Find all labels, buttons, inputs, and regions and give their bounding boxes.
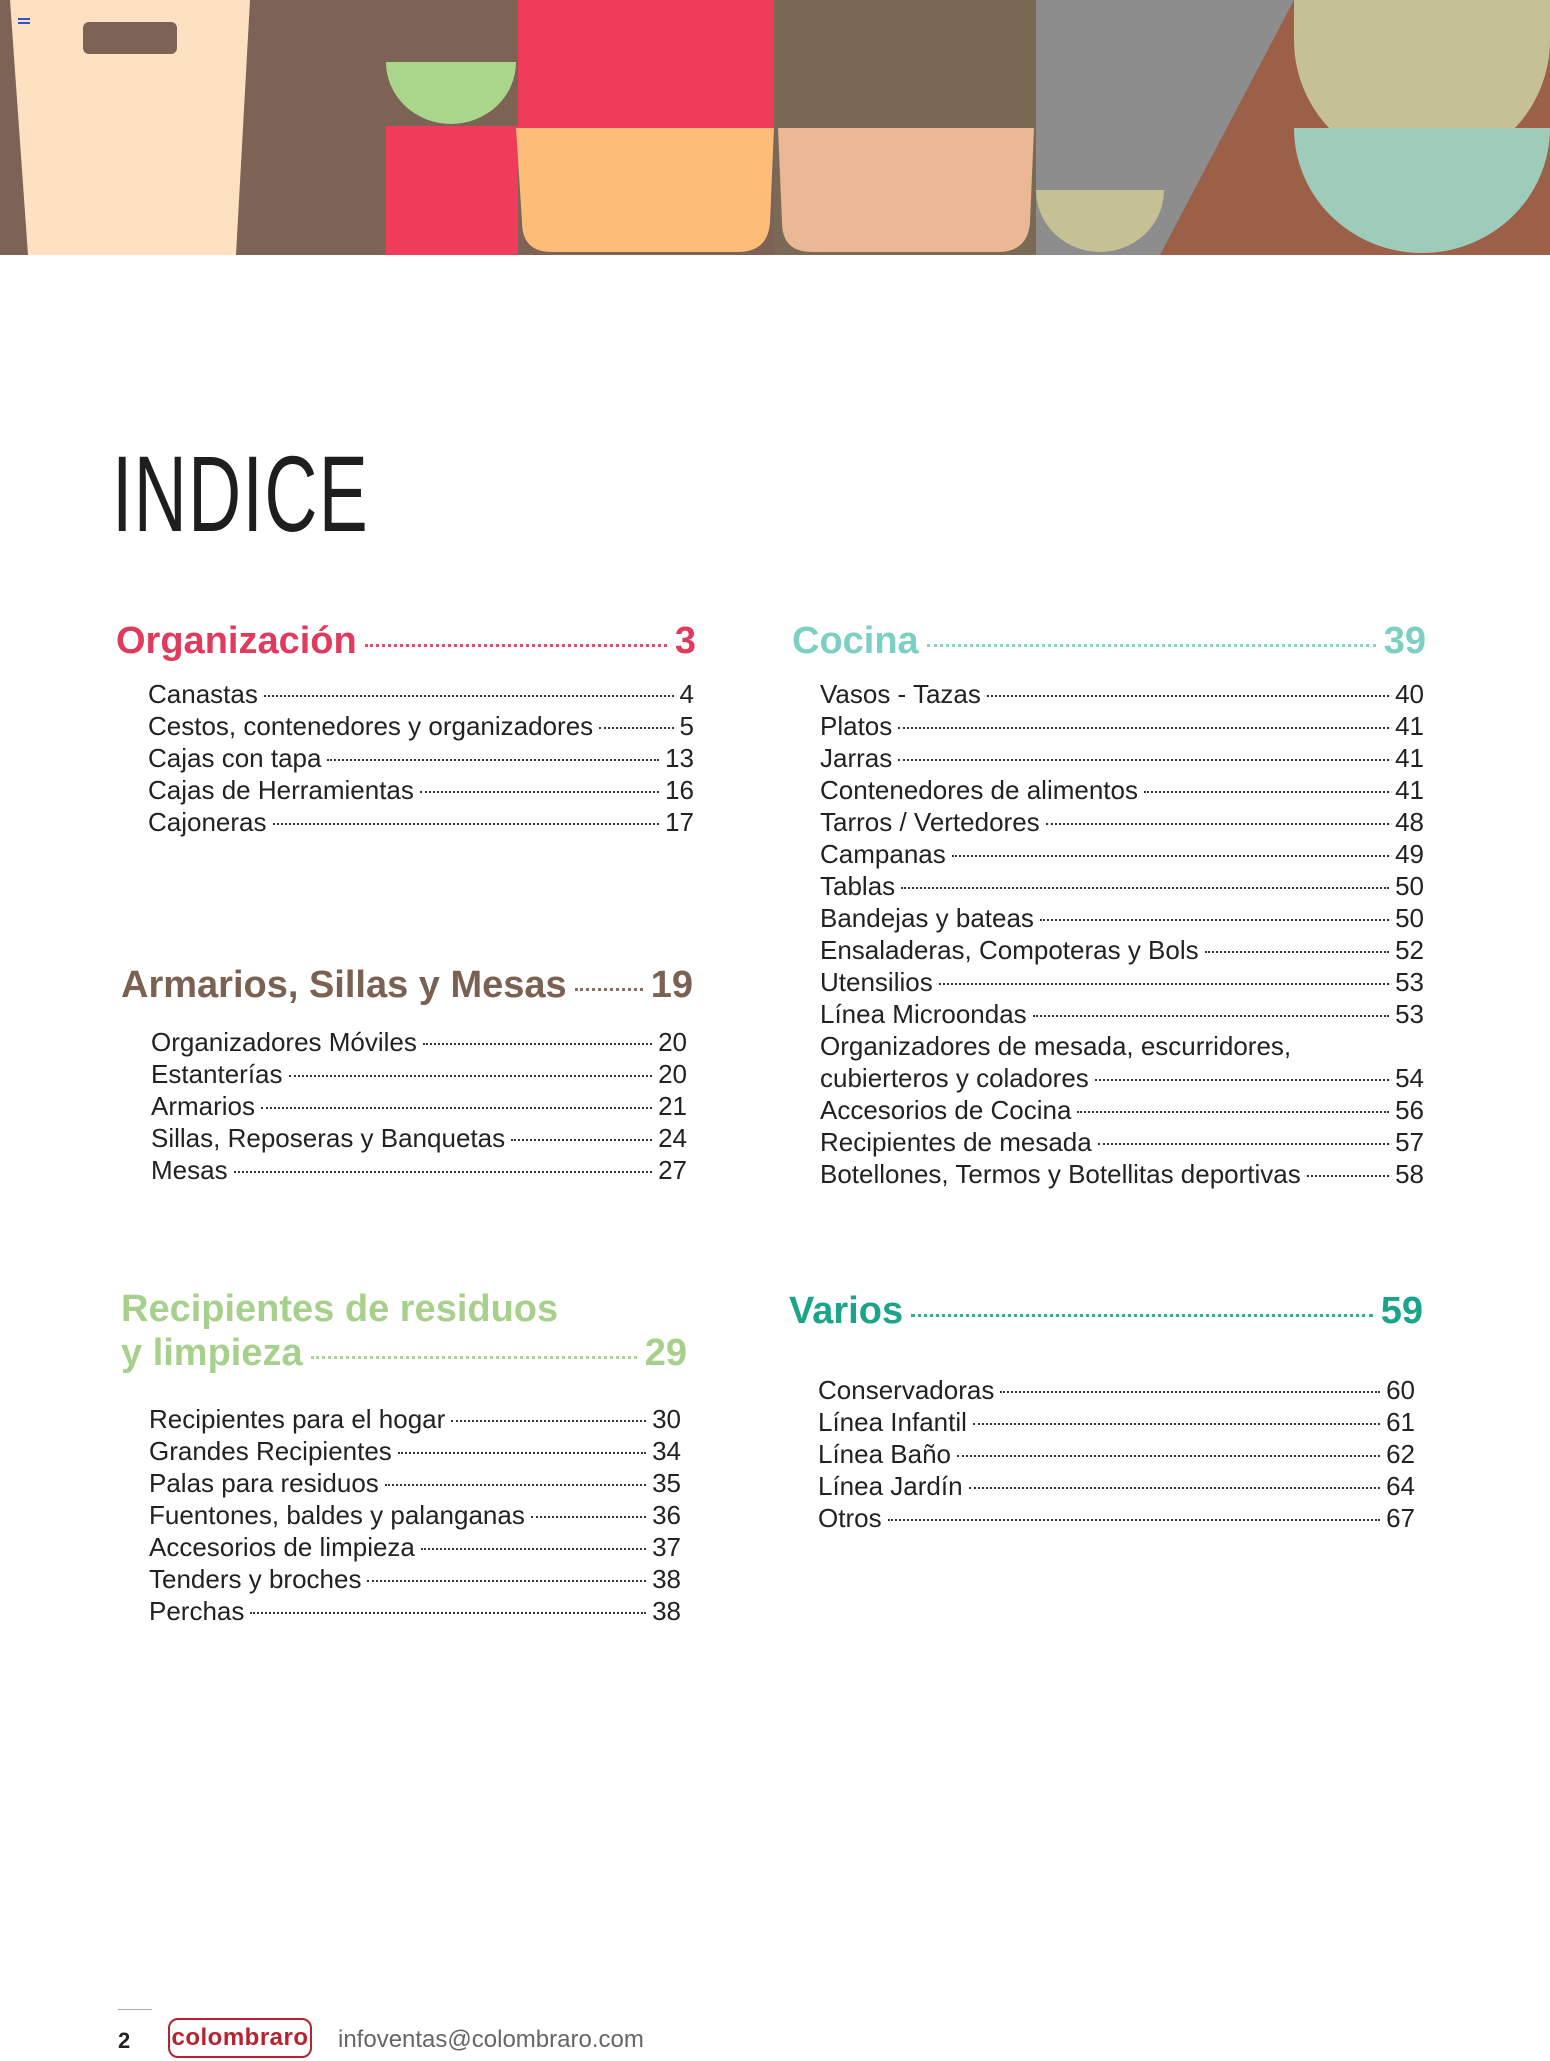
toc-entry[interactable] (820, 902, 1424, 934)
banner-illustration (0, 0, 1550, 255)
leader-dots (531, 1516, 646, 1518)
entry-page: 61 (1386, 1406, 1415, 1437)
toc-entry[interactable] (820, 1094, 1424, 1126)
entry-label: Recipientes de mesada (820, 1126, 1092, 1157)
section-page: 29 (644, 1331, 687, 1374)
entry-page: 53 (1395, 998, 1424, 1029)
toc-entry[interactable] (820, 1158, 1424, 1190)
toc-entry[interactable] (151, 1026, 687, 1058)
toc-entry[interactable] (151, 1122, 687, 1154)
entry-page: 48 (1395, 806, 1424, 837)
entry-label: Tablas (820, 870, 896, 901)
entry-label: Cajas de Herramientas (148, 774, 414, 805)
entry-label: Organizadores de mesada, escurridores, (820, 1030, 1292, 1061)
toc-entry[interactable] (820, 934, 1424, 966)
leader-dots (1077, 1111, 1389, 1113)
leader-dots (1205, 951, 1389, 953)
leader-dots (423, 1043, 652, 1045)
entry-label: Campanas (820, 838, 946, 869)
entry-page: 38 (652, 1596, 681, 1627)
section-heading-line1[interactable] (121, 1288, 687, 1332)
leader-dots (987, 695, 1389, 697)
leader-dots (1098, 1143, 1389, 1145)
toc-entry[interactable] (151, 1090, 687, 1122)
leader-dots (969, 1487, 1381, 1489)
leader-dots (250, 1612, 646, 1614)
entry-page: 60 (1386, 1374, 1415, 1405)
entry-label: Tarros / Vertedores (820, 806, 1040, 837)
leader-dots (367, 1580, 646, 1582)
entry-label: Línea Infantil (818, 1406, 967, 1437)
entry-page: 24 (658, 1122, 687, 1153)
logo-text: colombraro (171, 2024, 309, 2051)
entry-page: 53 (1395, 966, 1424, 997)
entry-list (818, 1374, 1415, 1534)
entry-page: 5 (679, 710, 694, 741)
entry-label: Cajoneras (148, 806, 267, 837)
toc-entry[interactable] (820, 838, 1424, 870)
leader-dots (888, 1519, 1381, 1521)
entry-page: 50 (1395, 902, 1424, 933)
toc-entry[interactable] (148, 742, 694, 774)
toc-entry[interactable] (149, 1467, 681, 1499)
leader-dots (264, 695, 674, 697)
leader-dots (511, 1139, 652, 1141)
leader-dots (1033, 1015, 1389, 1017)
leader-dots (327, 759, 659, 761)
entry-label: Platos (820, 710, 893, 741)
toc-entry[interactable] (149, 1435, 681, 1467)
leader-dots (273, 823, 660, 825)
leader-dots (927, 644, 1376, 647)
leader-dots (1046, 823, 1389, 825)
leader-dots (1095, 1079, 1389, 1081)
toc-entry[interactable] (818, 1502, 1415, 1534)
toc-entry[interactable] (818, 1374, 1415, 1406)
toc-entry[interactable] (818, 1406, 1415, 1438)
toc-entry[interactable] (149, 1403, 681, 1435)
leader-dots (451, 1420, 646, 1422)
leader-dots (939, 983, 1389, 985)
entry-label: Línea Baño (818, 1438, 952, 1469)
toc-entry-wrapped[interactable] (820, 1030, 1424, 1062)
entry-page: 57 (1395, 1126, 1424, 1157)
entry-label: Línea Microondas (820, 998, 1027, 1029)
footer-divider (118, 2009, 152, 2010)
entry-label: Otros (818, 1502, 882, 1533)
entry-page: 37 (652, 1532, 681, 1563)
leader-dots (898, 759, 1389, 761)
leader-dots (421, 1548, 646, 1550)
toc-entry[interactable] (148, 774, 694, 806)
entry-label: Palas para residuos (149, 1468, 379, 1499)
leader-dots (1040, 919, 1389, 921)
section-title: Armarios, Sillas y Mesas (121, 964, 567, 1006)
entry-page: 54 (1395, 1062, 1424, 1093)
entry-page: 4 (679, 678, 694, 709)
entry-list (148, 678, 694, 838)
leader-dots (911, 1314, 1373, 1317)
section-page: 19 (650, 964, 693, 1006)
toc-entry[interactable] (818, 1438, 1415, 1470)
leader-dots (1144, 791, 1389, 793)
section-heading[interactable] (789, 1290, 1423, 1334)
toc-entry[interactable] (149, 1499, 681, 1531)
leader-dots (1000, 1391, 1380, 1393)
section-title: Varios (789, 1290, 904, 1332)
entry-label: Canastas (148, 678, 258, 709)
toc-entry[interactable] (151, 1058, 687, 1090)
entry-label: Conservadoras (818, 1374, 995, 1405)
entry-label: Cajas con tapa (148, 742, 322, 773)
section-title: Cocina (792, 620, 919, 662)
entry-label: Jarras (820, 742, 893, 773)
entry-label: Botellones, Termos y Botellitas deportivas (820, 1158, 1301, 1189)
entry-page: 20 (658, 1058, 687, 1089)
page-title: INDICE (112, 433, 370, 554)
entry-page: 41 (1395, 774, 1424, 805)
entry-page: 52 (1395, 934, 1424, 965)
leader-dots (385, 1484, 646, 1486)
entry-page: 35 (652, 1468, 681, 1499)
entry-list (820, 678, 1424, 1190)
brand-logo (168, 2018, 312, 2058)
toc-entry[interactable] (820, 870, 1424, 902)
toc-entry[interactable] (820, 998, 1424, 1030)
entry-page: 56 (1395, 1094, 1424, 1125)
leader-dots (289, 1075, 653, 1077)
entry-page: 20 (658, 1026, 687, 1057)
entry-page: 34 (652, 1436, 681, 1467)
toc-entry[interactable] (820, 1062, 1424, 1094)
entry-page: 27 (658, 1154, 687, 1185)
entry-label: Cestos, contenedores y organizadores (148, 710, 594, 741)
toc-entry[interactable] (149, 1595, 681, 1627)
section-organizacion (116, 620, 696, 838)
section-title: Recipientes de residuos (121, 1288, 559, 1330)
entry-page: 58 (1395, 1158, 1424, 1189)
section-page: 59 (1380, 1290, 1423, 1332)
menu-icon[interactable] (18, 18, 30, 28)
section-heading[interactable] (121, 964, 693, 1008)
leader-dots (311, 1356, 637, 1359)
leader-dots (1307, 1175, 1389, 1177)
leader-dots (575, 988, 643, 991)
section-title: Organización (116, 620, 357, 662)
toc-entry[interactable] (820, 678, 1424, 710)
entry-page: 13 (665, 742, 694, 773)
toc-entry[interactable] (820, 966, 1424, 998)
entry-label: Tenders y broches (149, 1564, 362, 1595)
leader-dots (901, 887, 1389, 889)
entry-page: 67 (1386, 1502, 1415, 1533)
entry-page: 36 (652, 1500, 681, 1531)
toc-entry[interactable] (820, 710, 1424, 742)
leader-dots (973, 1423, 1380, 1425)
section-varios (789, 1290, 1423, 1534)
entry-label: Armarios (151, 1090, 256, 1121)
section-heading[interactable] (792, 620, 1426, 664)
entry-label: Línea Jardín (818, 1470, 963, 1501)
entry-label: Utensilios (820, 966, 933, 997)
entry-page: 41 (1395, 710, 1424, 741)
entry-page: 50 (1395, 870, 1424, 901)
toc-entry[interactable] (820, 806, 1424, 838)
toc-entry[interactable] (818, 1470, 1415, 1502)
entry-label: Vasos - Tazas (820, 678, 981, 709)
entry-list (151, 1026, 687, 1186)
toc-entry[interactable] (149, 1531, 681, 1563)
leader-dots (898, 727, 1389, 729)
section-heading[interactable] (116, 620, 696, 664)
toc-entry[interactable] (149, 1563, 681, 1595)
section-title-continued: y limpieza (121, 1331, 303, 1374)
entry-page: 64 (1386, 1470, 1415, 1501)
leader-dots (398, 1452, 646, 1454)
entry-label: Fuentones, baldes y palanganas (149, 1500, 525, 1531)
entry-page: 38 (652, 1564, 681, 1595)
entry-label: Mesas (151, 1154, 228, 1185)
entry-label: Estanterías (151, 1058, 283, 1089)
entry-label: Organizadores Móviles (151, 1026, 417, 1057)
section-page: 39 (1383, 620, 1426, 662)
section-residuos (121, 1288, 687, 1627)
section-heading-line2[interactable] (121, 1332, 687, 1376)
entry-label: Accesorios de limpieza (149, 1532, 415, 1563)
entry-page: 49 (1395, 838, 1424, 869)
toc-entry[interactable] (820, 1126, 1424, 1158)
entry-page: 21 (658, 1090, 687, 1121)
entry-page: 62 (1386, 1438, 1415, 1469)
entry-label: Perchas (149, 1596, 245, 1627)
entry-page: 17 (665, 806, 694, 837)
leader-dots (234, 1171, 653, 1173)
entry-label: cubierteros y coladores (820, 1062, 1089, 1093)
contact-email-link[interactable]: infoventas@colombraro.com (338, 2026, 644, 2053)
entry-label: Grandes Recipientes (149, 1436, 392, 1467)
toc-entry[interactable] (148, 806, 694, 838)
entry-label: Sillas, Reposeras y Banquetas (151, 1122, 506, 1153)
section-page: 3 (674, 620, 696, 662)
leader-dots (957, 1455, 1380, 1457)
toc-entry[interactable] (148, 710, 694, 742)
entry-page: 41 (1395, 742, 1424, 773)
entry-label: Ensaladeras, Compoteras y Bols (820, 934, 1199, 965)
toc-entry[interactable] (820, 774, 1424, 806)
entry-label: Contenedores de alimentos (820, 774, 1138, 805)
page-number: 2 (118, 2028, 131, 2053)
entry-list (149, 1403, 681, 1627)
entry-label: Recipientes para el hogar (149, 1404, 446, 1435)
leader-dots (420, 791, 659, 793)
entry-page: 30 (652, 1404, 681, 1435)
toc-entry[interactable] (148, 678, 694, 710)
leader-dots (952, 855, 1389, 857)
header-banner (0, 0, 1550, 255)
toc-entry[interactable] (151, 1154, 687, 1186)
entry-label: Bandejas y bateas (820, 902, 1034, 933)
section-armarios (121, 964, 693, 1186)
entry-page: 40 (1395, 678, 1424, 709)
leader-dots (365, 644, 667, 647)
section-cocina (792, 620, 1426, 1190)
leader-dots (599, 727, 673, 729)
entry-page: 16 (665, 774, 694, 805)
entry-label: Accesorios de Cocina (820, 1094, 1072, 1125)
toc-entry[interactable] (820, 742, 1424, 774)
leader-dots (261, 1107, 652, 1109)
